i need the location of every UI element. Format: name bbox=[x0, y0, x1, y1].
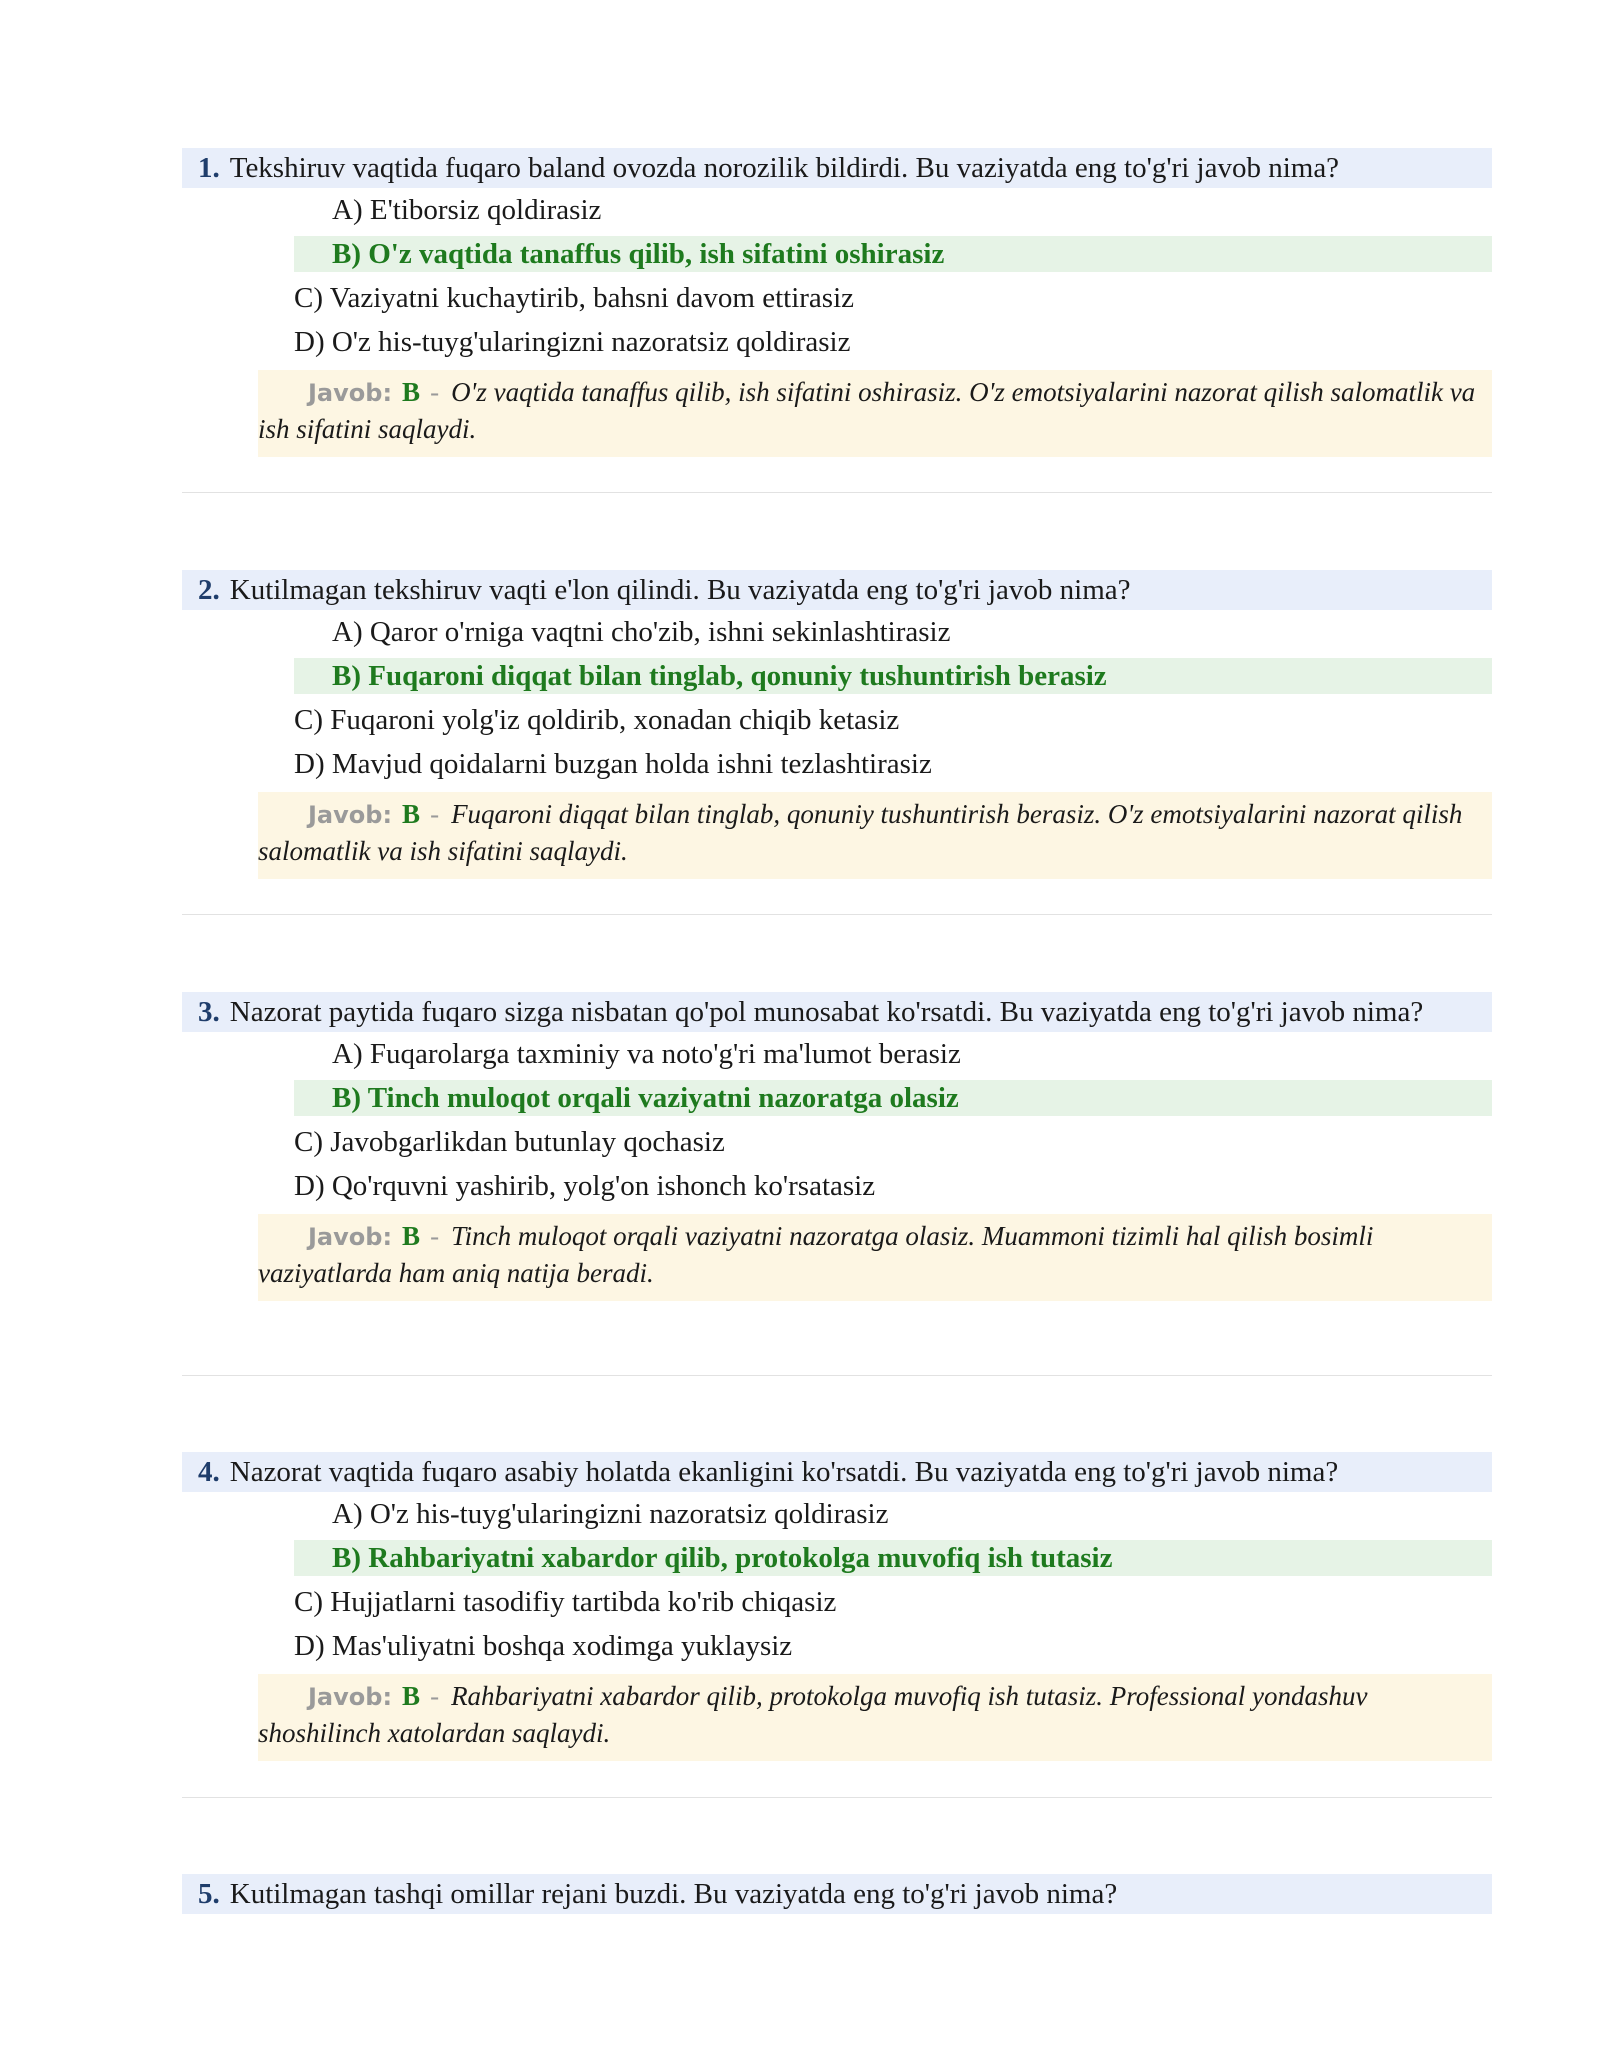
option-d: D) O'z his-tuyg'ularingizni nazoratsiz qoldirasiz bbox=[294, 326, 851, 358]
option-a: A) E'tiborsiz qoldirasiz bbox=[332, 194, 602, 226]
divider bbox=[182, 1797, 1492, 1798]
option-d: D) Qo'rquvni yashirib, yolg'on ishonch ko'rsatasiz bbox=[294, 1170, 876, 1202]
answer-label: Javob: bbox=[308, 1223, 393, 1251]
answer-dash: - bbox=[430, 799, 440, 829]
answer-label: Javob: bbox=[308, 801, 393, 829]
answer-letter: B bbox=[402, 1221, 421, 1251]
option-c: C) Vaziyatni kuchaytirib, bahsni davom ettirasiz bbox=[294, 282, 854, 314]
option-a: A) Fuqarolarga taxminiy va noto'g'ri ma'lumot berasiz bbox=[332, 1038, 961, 1070]
question-heading bbox=[182, 992, 1492, 1032]
question-5 bbox=[182, 1874, 1492, 1914]
divider bbox=[182, 1375, 1492, 1376]
divider bbox=[182, 914, 1492, 915]
answer-letter: B bbox=[402, 799, 421, 829]
option-a: A) O'z his-tuyg'ularingizni nazoratsiz qoldirasiz bbox=[332, 1498, 889, 1530]
option-d: D) Mavjud qoidalarni buzgan holda ishni tezlashtirasiz bbox=[294, 748, 932, 780]
question-text: Nazorat vaqtida fuqaro asabiy holatda ekanligini ko'rsatdi. Bu vaziyatda eng to'g'ri javob nima? bbox=[229, 1456, 1339, 1488]
divider bbox=[182, 492, 1492, 493]
option-c: C) Javobgarlikdan butunlay qochasiz bbox=[294, 1126, 725, 1158]
option-c: C) Hujjatlarni tasodifiy tartibda ko'rib chiqasiz bbox=[294, 1586, 837, 1618]
question-number: 1. bbox=[198, 152, 220, 184]
answer-letter: B bbox=[402, 1681, 421, 1711]
question-heading bbox=[182, 570, 1492, 610]
answer-label: Javob: bbox=[308, 379, 393, 407]
option-a: A) Qaror o'rniga vaqtni cho'zib, ishni sekinlashtirasiz bbox=[332, 616, 951, 648]
answer-dash: - bbox=[430, 1681, 440, 1711]
answer-explanation: Tinch muloqot orqali vaziyatni nazoratga olasiz. Muammoni tizimli hal qilish bosimli vaziyatlarda ham aniq natija beradi. bbox=[258, 1221, 1374, 1288]
option-b-correct: B) Rahbariyatni xabardor qilib, protokolga muvofiq ish tutasiz bbox=[294, 1540, 1492, 1576]
question-3 bbox=[182, 992, 1492, 1301]
question-text: Tekshiruv vaqtida fuqaro baland ovozda norozilik bildirdi. Bu vaziyatda eng to'g'ri javob nima? bbox=[229, 152, 1340, 184]
answer-explanation: Fuqaroni diqqat bilan tinglab, qonuniy tushuntirish berasiz. O'z emotsiyalarini nazorat qilish salomatlik va ish sifatini saqlaydi. bbox=[258, 799, 1463, 866]
question-heading bbox=[182, 148, 1492, 188]
question-2 bbox=[182, 570, 1492, 879]
answer-label: Javob: bbox=[308, 1683, 393, 1711]
question-heading bbox=[182, 1452, 1492, 1492]
question-text: Kutilmagan tashqi omillar rejani buzdi. Bu vaziyatda eng to'g'ri javob nima? bbox=[229, 1878, 1118, 1910]
question-text: Nazorat paytida fuqaro sizga nisbatan qo'pol munosabat ko'rsatdi. Bu vaziyatda eng to'g'ri javob nima? bbox=[229, 996, 1424, 1028]
question-text: Kutilmagan tekshiruv vaqti e'lon qilindi. Bu vaziyatda eng to'g'ri javob nima? bbox=[229, 574, 1131, 606]
question-number: 4. bbox=[198, 1456, 220, 1488]
option-c: C) Fuqaroni yolg'iz qoldirib, xonadan chiqib ketasiz bbox=[294, 704, 900, 736]
option-b-correct: B) Fuqaroni diqqat bilan tinglab, qonuniy tushuntirish berasiz bbox=[294, 658, 1492, 694]
answer-box bbox=[258, 370, 1492, 457]
answer-explanation: O'z vaqtida tanaffus qilib, ish sifatini oshirasiz. O'z emotsiyalarini nazorat qilish salomatlik va ish sifatini saqlaydi. bbox=[258, 377, 1476, 444]
answer-explanation: Rahbariyatni xabardor qilib, protokolga muvofiq ish tutasiz. Professional yondashuv shoshilinch xatolardan saqlaydi. bbox=[258, 1681, 1368, 1748]
answer-letter: B bbox=[402, 377, 421, 407]
answer-box bbox=[258, 1214, 1492, 1301]
answer-box bbox=[258, 792, 1492, 879]
question-number: 3. bbox=[198, 996, 220, 1028]
question-heading bbox=[182, 1874, 1492, 1914]
answer-dash: - bbox=[430, 377, 440, 407]
question-1 bbox=[182, 148, 1492, 457]
option-b-correct: B) O'z vaqtida tanaffus qilib, ish sifatini oshirasiz bbox=[294, 236, 1492, 272]
question-4 bbox=[182, 1452, 1492, 1761]
answer-dash: - bbox=[430, 1221, 440, 1251]
answer-box bbox=[258, 1674, 1492, 1761]
question-number: 5. bbox=[198, 1878, 220, 1910]
question-number: 2. bbox=[198, 574, 220, 606]
option-d: D) Mas'uliyatni boshqa xodimga yuklaysiz bbox=[294, 1630, 793, 1662]
option-b-correct: B) Tinch muloqot orqali vaziyatni nazoratga olasiz bbox=[294, 1080, 1492, 1116]
